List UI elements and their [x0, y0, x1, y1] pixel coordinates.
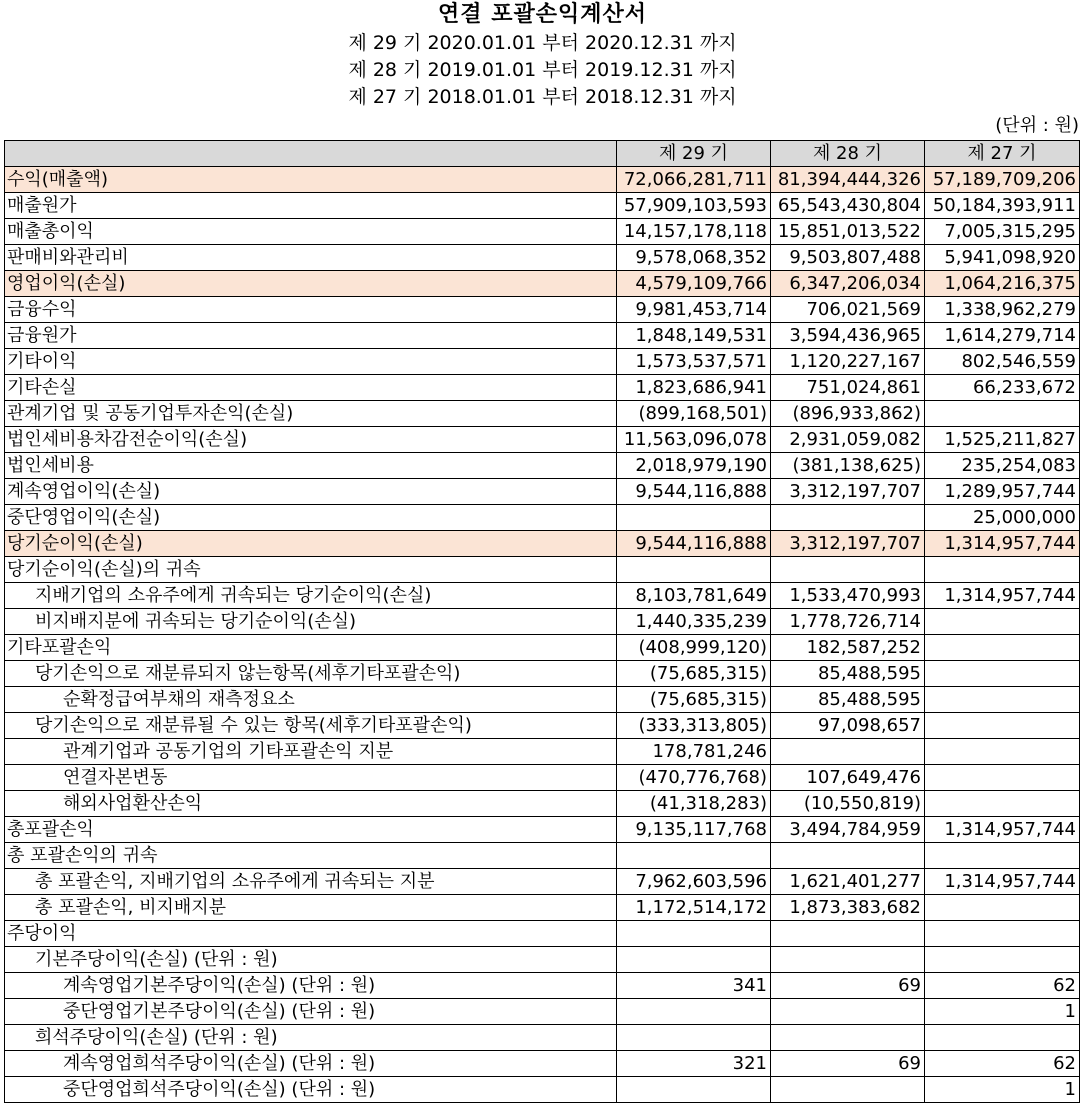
value-cell-period-27: 25,000,000	[925, 505, 1080, 531]
value-cell-period-29: (333,313,805)	[617, 713, 771, 739]
value-cell-period-28	[771, 947, 925, 973]
value-cell-period-29: 7,962,603,596	[617, 869, 771, 895]
unit-label: (단위 : 원)	[995, 115, 1079, 136]
table-header-row	[5, 141, 1080, 167]
value-cell-period-28: (10,550,819)	[771, 791, 925, 817]
value-cell-period-29	[617, 505, 771, 531]
value-cell-period-27: 57,189,709,206	[925, 167, 1080, 193]
value-cell-period-27	[925, 895, 1080, 921]
value-cell-period-27	[925, 401, 1080, 427]
value-cell-period-28: 85,488,595	[771, 661, 925, 687]
row-label: 비지배지분에 귀속되는 당기순이익(손실)	[5, 609, 617, 635]
row-label: 법인세비용	[5, 453, 617, 479]
value-cell-period-28: 6,347,206,034	[771, 271, 925, 297]
table-row	[5, 1077, 1080, 1103]
row-label: 계속영업희석주당이익(손실) (단위 : 원)	[5, 1051, 617, 1077]
value-cell-period-27	[925, 609, 1080, 635]
value-cell-period-29: 1,440,335,239	[617, 609, 771, 635]
value-cell-period-27: 802,546,559	[925, 349, 1080, 375]
value-cell-period-29	[617, 999, 771, 1025]
table-row	[5, 765, 1080, 791]
value-cell-period-27	[925, 635, 1080, 661]
row-label: 법인세비용차감전순이익(손실)	[5, 427, 617, 453]
value-cell-period-27: 50,184,393,911	[925, 193, 1080, 219]
value-cell-period-27: 1,289,957,744	[925, 479, 1080, 505]
table-row	[5, 167, 1080, 193]
value-cell-period-28: 9,503,807,488	[771, 245, 925, 271]
value-cell-period-28: 97,098,657	[771, 713, 925, 739]
row-label: 관계기업과 공동기업의 기타포괄손익 지분	[5, 739, 617, 765]
value-cell-period-29: (41,318,283)	[617, 791, 771, 817]
value-cell-period-29: 72,066,281,711	[617, 167, 771, 193]
income-statement-table	[4, 140, 1080, 1103]
table-row	[5, 609, 1080, 635]
value-cell-period-27: 66,233,672	[925, 375, 1080, 401]
table-row	[5, 661, 1080, 687]
row-label: 총 포괄손익의 귀속	[5, 843, 617, 869]
row-label: 희석주당이익(손실) (단위 : 원)	[5, 1025, 617, 1051]
value-cell-period-29: (899,168,501)	[617, 401, 771, 427]
value-cell-period-27	[925, 687, 1080, 713]
table-row	[5, 713, 1080, 739]
value-cell-period-28: 81,394,444,326	[771, 167, 925, 193]
value-cell-period-29: 1,573,537,571	[617, 349, 771, 375]
value-cell-period-28: 65,543,430,804	[771, 193, 925, 219]
value-cell-period-29: 11,563,096,078	[617, 427, 771, 453]
col-header-period-29: 제 29 기	[617, 141, 771, 167]
row-label: 총 포괄손익, 비지배지분	[5, 895, 617, 921]
row-label: 매출총이익	[5, 219, 617, 245]
value-cell-period-27: 62	[925, 973, 1080, 999]
value-cell-period-27	[925, 1025, 1080, 1051]
table-row	[5, 427, 1080, 453]
value-cell-period-28	[771, 739, 925, 765]
value-cell-period-28: 706,021,569	[771, 297, 925, 323]
value-cell-period-28: 1,533,470,993	[771, 583, 925, 609]
value-cell-period-28: 1,621,401,277	[771, 869, 925, 895]
row-label: 해외사업환산손익	[5, 791, 617, 817]
row-label: 기타포괄손익	[5, 635, 617, 661]
row-label: 기타손실	[5, 375, 617, 401]
row-label: 계속영업이익(손실)	[5, 479, 617, 505]
value-cell-period-27: 1,314,957,744	[925, 869, 1080, 895]
value-cell-period-29	[617, 557, 771, 583]
value-cell-period-28: 107,649,476	[771, 765, 925, 791]
table-row	[5, 479, 1080, 505]
period-line-27: 제 27 기 2018.01.01 부터 2018.12.31 까지	[348, 86, 737, 108]
value-cell-period-29	[617, 1077, 771, 1103]
value-cell-period-29: (470,776,768)	[617, 765, 771, 791]
value-cell-period-27	[925, 921, 1080, 947]
value-cell-period-28: 3,312,197,707	[771, 531, 925, 557]
table-row	[5, 817, 1080, 843]
value-cell-period-28	[771, 1077, 925, 1103]
table-row	[5, 453, 1080, 479]
period-line-28: 제 28 기 2019.01.01 부터 2019.12.31 까지	[348, 59, 737, 81]
value-cell-period-27	[925, 843, 1080, 869]
value-cell-period-28: 3,594,436,965	[771, 323, 925, 349]
row-label: 당기손익으로 재분류될 수 있는 항목(세후기타포괄손익)	[5, 713, 617, 739]
table-row	[5, 869, 1080, 895]
table-row	[5, 557, 1080, 583]
row-label: 기본주당이익(손실) (단위 : 원)	[5, 947, 617, 973]
value-cell-period-29	[617, 947, 771, 973]
value-cell-period-27: 1,525,211,827	[925, 427, 1080, 453]
value-cell-period-29: 9,981,453,714	[617, 297, 771, 323]
value-cell-period-28: 2,931,059,082	[771, 427, 925, 453]
table-row	[5, 401, 1080, 427]
period-line-29: 제 29 기 2020.01.01 부터 2020.12.31 까지	[348, 32, 737, 54]
value-cell-period-27: 62	[925, 1051, 1080, 1077]
value-cell-period-29: 9,544,116,888	[617, 531, 771, 557]
value-cell-period-28: 182,587,252	[771, 635, 925, 661]
table-row	[5, 245, 1080, 271]
value-cell-period-28: 3,494,784,959	[771, 817, 925, 843]
row-label: 수익(매출액)	[5, 167, 617, 193]
table-body	[5, 167, 1080, 1103]
value-cell-period-28: (896,933,862)	[771, 401, 925, 427]
value-cell-period-28	[771, 505, 925, 531]
table-row	[5, 271, 1080, 297]
value-cell-period-27: 1	[925, 1077, 1080, 1103]
value-cell-period-29: 57,909,103,593	[617, 193, 771, 219]
row-label: 주당이익	[5, 921, 617, 947]
value-cell-period-29	[617, 1025, 771, 1051]
value-cell-period-27: 7,005,315,295	[925, 219, 1080, 245]
table-row	[5, 1051, 1080, 1077]
value-cell-period-29: 4,579,109,766	[617, 271, 771, 297]
table-row	[5, 895, 1080, 921]
table-row	[5, 349, 1080, 375]
value-cell-period-29: 321	[617, 1051, 771, 1077]
row-label: 매출원가	[5, 193, 617, 219]
col-header-period-28: 제 28 기	[771, 141, 925, 167]
row-label: 중단영업희석주당이익(손실) (단위 : 원)	[5, 1077, 617, 1103]
table-row	[5, 687, 1080, 713]
value-cell-period-29: (408,999,120)	[617, 635, 771, 661]
row-label: 지배기업의 소유주에게 귀속되는 당기순이익(손실)	[5, 583, 617, 609]
row-label: 계속영업기본주당이익(손실) (단위 : 원)	[5, 973, 617, 999]
value-cell-period-29	[617, 843, 771, 869]
col-header-period-27: 제 27 기	[925, 141, 1080, 167]
col-header-label	[5, 141, 617, 167]
value-cell-period-27	[925, 791, 1080, 817]
value-cell-period-29: (75,685,315)	[617, 661, 771, 687]
value-cell-period-29	[617, 921, 771, 947]
value-cell-period-27: 1,614,279,714	[925, 323, 1080, 349]
value-cell-period-27: 1,064,216,375	[925, 271, 1080, 297]
row-label: 순확정급여부채의 재측정요소	[5, 687, 617, 713]
value-cell-period-27: 5,941,098,920	[925, 245, 1080, 271]
table-row	[5, 219, 1080, 245]
value-cell-period-27: 1,338,962,279	[925, 297, 1080, 323]
table-row	[5, 635, 1080, 661]
table-row	[5, 583, 1080, 609]
value-cell-period-27: 1,314,957,744	[925, 531, 1080, 557]
table-row	[5, 999, 1080, 1025]
table-row	[5, 921, 1080, 947]
value-cell-period-28	[771, 921, 925, 947]
table-row	[5, 973, 1080, 999]
row-label: 관계기업 및 공동기업투자손익(손실)	[5, 401, 617, 427]
value-cell-period-28	[771, 1025, 925, 1051]
row-label: 중단영업기본주당이익(손실) (단위 : 원)	[5, 999, 617, 1025]
statement-title: 연결 포괄손익계산서	[438, 2, 647, 27]
table-row	[5, 375, 1080, 401]
value-cell-period-27: 235,254,083	[925, 453, 1080, 479]
table-row	[5, 193, 1080, 219]
value-cell-period-29: 1,172,514,172	[617, 895, 771, 921]
value-cell-period-28	[771, 843, 925, 869]
value-cell-period-29: 1,823,686,941	[617, 375, 771, 401]
value-cell-period-29: 9,135,117,768	[617, 817, 771, 843]
row-label: 기타이익	[5, 349, 617, 375]
value-cell-period-29: 9,578,068,352	[617, 245, 771, 271]
value-cell-period-28: 3,312,197,707	[771, 479, 925, 505]
row-label: 금융원가	[5, 323, 617, 349]
table-row	[5, 739, 1080, 765]
row-label: 당기순이익(손실)	[5, 531, 617, 557]
table-row	[5, 791, 1080, 817]
value-cell-period-27	[925, 765, 1080, 791]
value-cell-period-29: 9,544,116,888	[617, 479, 771, 505]
value-cell-period-29: 341	[617, 973, 771, 999]
row-label: 판매비와관리비	[5, 245, 617, 271]
row-label: 영업이익(손실)	[5, 271, 617, 297]
value-cell-period-27	[925, 947, 1080, 973]
value-cell-period-29: 178,781,246	[617, 739, 771, 765]
table-row	[5, 1025, 1080, 1051]
row-label: 금융수익	[5, 297, 617, 323]
value-cell-period-28: (381,138,625)	[771, 453, 925, 479]
table-row	[5, 947, 1080, 973]
row-label: 총 포괄손익, 지배기업의 소유주에게 귀속되는 지분	[5, 869, 617, 895]
row-label: 중단영업이익(손실)	[5, 505, 617, 531]
table-row	[5, 505, 1080, 531]
value-cell-period-29: 8,103,781,649	[617, 583, 771, 609]
value-cell-period-28: 1,873,383,682	[771, 895, 925, 921]
row-label: 당기손익으로 재분류되지 않는항목(세후기타포괄손익)	[5, 661, 617, 687]
value-cell-period-27: 1,314,957,744	[925, 583, 1080, 609]
value-cell-period-27: 1,314,957,744	[925, 817, 1080, 843]
table-row	[5, 531, 1080, 557]
row-label: 연결자본변동	[5, 765, 617, 791]
table-row	[5, 297, 1080, 323]
value-cell-period-29: 1,848,149,531	[617, 323, 771, 349]
value-cell-period-28	[771, 999, 925, 1025]
value-cell-period-28: 751,024,861	[771, 375, 925, 401]
value-cell-period-29: (75,685,315)	[617, 687, 771, 713]
value-cell-period-28: 1,778,726,714	[771, 609, 925, 635]
value-cell-period-27	[925, 713, 1080, 739]
value-cell-period-27	[925, 739, 1080, 765]
value-cell-period-27	[925, 557, 1080, 583]
value-cell-period-28: 69	[771, 973, 925, 999]
value-cell-period-28: 15,851,013,522	[771, 219, 925, 245]
value-cell-period-28	[771, 557, 925, 583]
value-cell-period-29: 14,157,178,118	[617, 219, 771, 245]
value-cell-period-28: 69	[771, 1051, 925, 1077]
value-cell-period-28: 85,488,595	[771, 687, 925, 713]
value-cell-period-27: 1	[925, 999, 1080, 1025]
row-label: 총포괄손익	[5, 817, 617, 843]
value-cell-period-27	[925, 661, 1080, 687]
table-row	[5, 323, 1080, 349]
value-cell-period-28: 1,120,227,167	[771, 349, 925, 375]
table-row	[5, 843, 1080, 869]
row-label: 당기순이익(손실)의 귀속	[5, 557, 617, 583]
value-cell-period-29: 2,018,979,190	[617, 453, 771, 479]
